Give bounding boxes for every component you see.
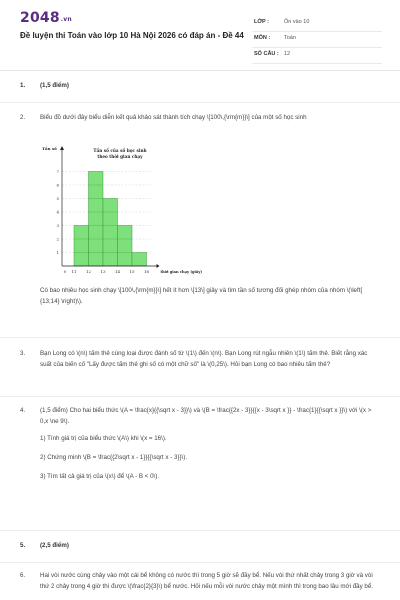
question-text: Có bao nhiêu học sinh chạy \[100\,{\rm{m}}\] hết ít hơn \[13\] giây và tìm tần số tương đối ghép nhóm của nhóm \(\left[ {13;14} \right)\).	[40, 287, 363, 305]
meta-label: LỚP :	[254, 19, 269, 25]
question-divider	[0, 102, 400, 103]
chart-title-line: Tần số của số học sinh	[93, 148, 147, 153]
question-text: (1,5 điểm)	[40, 82, 69, 89]
histogram-bar	[103, 199, 118, 267]
sub-question: 2) Chứng minh \(B = \frac{{2\sqrt x - 1}}{{\sqrt x - 3}}\).	[40, 454, 188, 461]
question-text: Bạn Long có \(n\) tấm thẻ cùng loại được đánh số từ \(1\) đến \(n\). Bạn Long rút ngẫu nhiên \(1\) tấm thẻ. Biết rằng xác suất của biến cố "Lấy được tấm thẻ ghi số có một chữ số" là \(0,25\). Hỏi bạn Long có bao nhiêu tấm thẻ?	[40, 350, 368, 368]
site-logo[interactable]	[20, 10, 72, 26]
histogram-chart	[40, 144, 220, 276]
sub-question-list	[40, 433, 380, 482]
meta-label: SỐ CÂU :	[254, 51, 279, 57]
meta-row-subject	[252, 32, 382, 48]
y-tick-label: 5	[56, 196, 59, 201]
x-tick-label: 16	[143, 269, 150, 274]
question-text: (2,5 điểm)	[40, 542, 69, 549]
question-text: Hai vòi nước cùng chảy vào một cái bể không có nước thì trong 5 giờ sẽ đầy bể. Nếu vòi thứ nhất chảy trong 3 giờ và vòi thứ 2 chảy trong 4 giờ thì được \(\frac{2}{3}\) bể nước. Hỏi nếu mỗi vòi nước chảy một mình thì trong bao lâu mới đầy bể.	[40, 572, 373, 590]
meta-row-question-count	[252, 48, 382, 64]
question-text: Biểu đồ dưới đây biểu diễn kết quả khảo sát thành tích chạy \[100\,{\rm{m}}\] của một số học sinh	[40, 114, 307, 121]
meta-value: Ôn vào 10	[284, 19, 310, 25]
y-tick-label: 1	[56, 250, 59, 255]
question-text: (1,5 điểm) Cho hai biểu thức \(A = \frac{x}{{\sqrt x - 3}}\) và \(B = \frac{{2x - 3}}{{x - 3\sqrt x }} - \frac{1}{{\sqrt x }}\) với \(x > 0,x \ne 9\).	[40, 407, 372, 425]
histogram-svg	[40, 144, 220, 276]
question-body	[40, 405, 380, 482]
x-axis-arrow	[157, 264, 160, 268]
question-number: 4.	[20, 407, 26, 414]
sub-question: 1) Tính giá trị của biểu thức \(A\) khi \(x = 16\).	[40, 435, 167, 442]
x-tick-label: 13	[100, 269, 106, 274]
histogram-bar	[74, 226, 89, 267]
y-tick-label: 2	[56, 236, 59, 242]
question-number: 3.	[20, 350, 26, 357]
question-divider	[0, 396, 400, 397]
y-tick-label: 7	[56, 169, 59, 174]
page-title: Đề luyện thi Toán vào lớp 10 Hà Nội 2026 có đáp án - Đề 44	[20, 31, 244, 40]
meta-value: Toán	[284, 35, 296, 41]
question-divider	[0, 562, 400, 563]
question-number: 2.	[20, 114, 26, 121]
histogram-bar	[89, 172, 104, 267]
question-number: 6.	[20, 572, 26, 579]
histogram-bar	[132, 253, 147, 267]
x-tick-label: 0	[63, 269, 67, 274]
x-tick-label: 14	[114, 269, 121, 274]
x-tick-label: 12	[85, 269, 92, 274]
question-divider	[0, 337, 400, 338]
x-axis-label: thời gian chạy (giây)	[160, 270, 203, 274]
chart-title-line: theo thời gian chạy	[97, 154, 143, 159]
y-tick-label: 6	[56, 182, 59, 188]
meta-label: MÔN :	[254, 35, 271, 41]
meta-value: 12	[284, 51, 291, 57]
sub-question: 3) Tìm tất cả giá trị của \(x\) để \(A - B < 0\).	[40, 473, 160, 480]
question-number: 5.	[20, 542, 26, 549]
question-divider	[0, 530, 400, 531]
logo-main: 2048	[20, 10, 60, 26]
histogram-bar	[118, 226, 133, 267]
x-tick-label: 15	[129, 269, 135, 274]
exam-meta-table	[252, 16, 382, 64]
y-tick-label: 4	[56, 209, 59, 215]
y-tick-label: 3	[56, 223, 59, 228]
y-axis-arrow	[60, 146, 64, 150]
logo-tld: .vn	[60, 16, 72, 23]
page-header	[0, 0, 400, 71]
x-tick-label: 11	[71, 269, 77, 274]
question-number: 1.	[20, 82, 26, 89]
y-axis-label: Tần số	[42, 146, 57, 151]
meta-row-class	[252, 16, 382, 32]
